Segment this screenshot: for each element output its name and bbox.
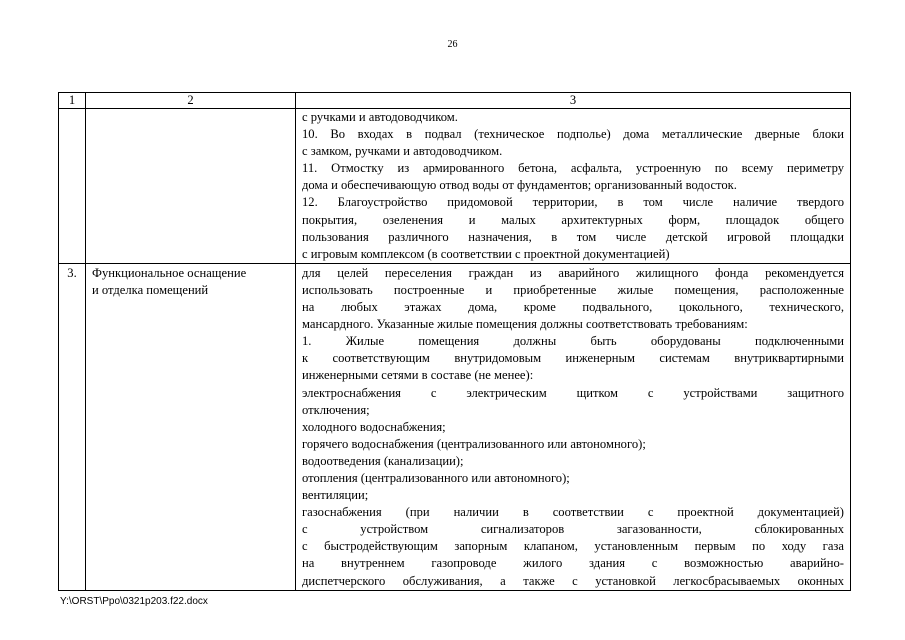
content-line: пользования различного назначения, в том числе детской игровой площадки (302, 229, 844, 244)
document-table (58, 92, 851, 591)
content-line: дома и обеспечивающую отвод воды от фундаментов; организованный водосток. (302, 178, 737, 193)
content-line: с замком, ручками и автодоводчиком. (302, 144, 503, 159)
table-row (59, 109, 851, 264)
file-path-footer: Y:\ORST\Ppo\0321p203.f22.docx (60, 596, 208, 607)
content-line: с игровым комплексом (в соответствии с проектной документацией) (302, 246, 670, 261)
table-row (59, 263, 851, 590)
title-line: и отделка помещений (92, 282, 209, 297)
header-cell-1: 1 (59, 93, 86, 109)
content-line: к соответствующим внутридомовым инженерным системам внутриквартирными (302, 351, 844, 366)
header-cell-3: 3 (296, 93, 851, 109)
title-line: Функциональное оснащение (92, 265, 247, 280)
content-line: горячего водоснабжения (централизованного или автономного); (302, 436, 646, 451)
content-line: диспетчерского обслуживания, а также с установкой легкосбрасываемых оконных (302, 573, 844, 588)
content-line: мансардного. Указанные жилые помещения должны соответствовать требованиям: (302, 317, 748, 332)
header-cell-2: 2 (86, 93, 296, 109)
content-line: с устройством сигнализаторов загазованности, сблокированных (302, 522, 844, 537)
content-line: отключения; (302, 402, 370, 417)
content-line: на любых этажах дома, кроме подвального, цокольного, технического, (302, 300, 844, 315)
content-line: 12. Благоустройство придомовой территории, в том числе наличие твердого (302, 195, 844, 210)
content-line: электроснабжения с электрическим щитком с устройствами защитного (302, 385, 844, 400)
row-title-cell (86, 109, 296, 264)
content-line: использовать построенные и приобретенные жилые помещения, расположенные (302, 282, 844, 297)
row-content-cell (296, 263, 851, 590)
content-line: газоснабжения (при наличии в соответствии с проектной документацией) (302, 505, 844, 520)
content-line: на внутреннем газопроводе жилого здания с возможностью аварийно- (302, 556, 844, 571)
content-line: инженерными сетями в составе (не менее): (302, 368, 534, 383)
content-line: водоотведения (канализации); (302, 453, 464, 468)
table-header-row (59, 93, 851, 109)
content-line: с быстродействующим запорным клапаном, установленным первым по ходу газа (302, 539, 844, 554)
content-line: 11. Отмостку из армированного бетона, асфальта, устроенную по всему периметру (302, 161, 844, 176)
content-line: отопления (централизованного или автономного); (302, 470, 570, 485)
row-title-cell (86, 263, 296, 590)
row-number-cell: 3. (59, 263, 86, 590)
content-line: вентиляции; (302, 488, 369, 503)
content-line: 1. Жилые помещения должны быть оборудованы подключенными (302, 334, 844, 349)
content-line: холодного водоснабжения; (302, 419, 446, 434)
content-line: для целей переселения граждан из аварийного жилищного фонда рекомендуется (302, 265, 844, 280)
content-line: покрытия, озеленения и малых архитектурных форм, площадок общего (302, 212, 844, 227)
row-number-cell (59, 109, 86, 264)
row-content-cell (296, 109, 851, 264)
content-line: с ручками и автодоводчиком. (302, 110, 458, 124)
content-line: 10. Во входах в подвал (техническое подполье) дома металлические дверные блоки (302, 127, 844, 142)
page-number: 26 (447, 39, 458, 50)
